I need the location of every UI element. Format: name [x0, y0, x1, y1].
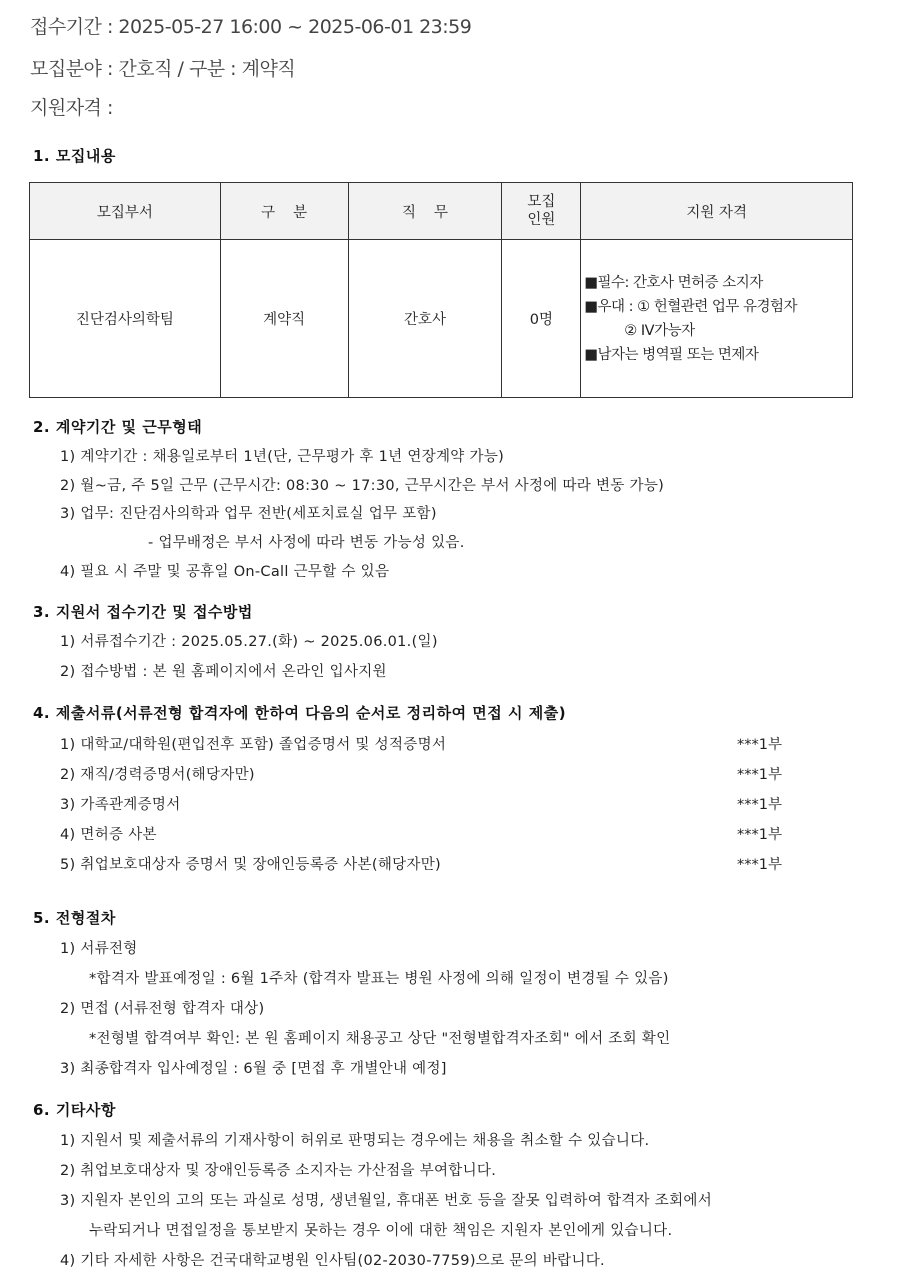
document-item: 4) 면허증 사본: [60, 827, 157, 843]
table-row: [30, 240, 853, 398]
section-2-line: 1) 계약기간 : 채용일로부터 1년(단, 근무평가 후 1년 연장계약 가능): [60, 449, 505, 465]
section-2-line: 2) 월~금, 주 5일 근무 (근무시간: 08:30 ~ 17:30, 근무시간은 부서 사정에 따라 변동 가능): [60, 478, 665, 494]
document-item: 1) 대학교/대학원(편입전후 포함) 졸업증명서 및 성적증명서: [60, 737, 447, 753]
document-copies: ***1부: [737, 797, 782, 813]
section-6-line: 3) 지원자 본인의 고의 또는 과실로 성명, 생년월일, 휴대폰 번호 등을 잘못 입력하여 합격자 조회에서: [60, 1193, 712, 1209]
cell-type: 계약직: [220, 240, 348, 398]
section-3-line: 1) 서류접수기간 : 2025.05.27.(화) ~ 2025.06.01.(일): [60, 634, 438, 650]
qual-preferred-2: ② IV가능자: [624, 322, 695, 339]
header-dept: 모집부서: [30, 183, 221, 240]
section-6-line: 4) 기타 자세한 사항은 건국대학교병원 인사팀(02-2030-7759)으로 문의 바랍니다.: [60, 1253, 605, 1269]
document-copies: ***1부: [737, 827, 782, 843]
qualification-label: 지원자격 :: [30, 97, 113, 119]
section-2-line: 3) 업무: 진단검사의학과 업무 전반(세포치료실 업무 포함): [60, 506, 437, 522]
section-3-title: 3. 지원서 접수기간 및 접수방법: [33, 603, 253, 621]
document-item: 3) 가족관계증명서: [60, 797, 181, 813]
section-2-line: - 업무배정은 부서 사정에 따라 변동 가능성 있음.: [148, 535, 465, 551]
section-6-line: 1) 지원서 및 제출서류의 기재사항이 허위로 판명되는 경우에는 채용을 취소할 수 있습니다.: [60, 1133, 650, 1149]
application-period: 접수기간 : 2025-05-27 16:00 ~ 2025-06-01 23:59: [30, 16, 472, 38]
qual-required: ■필수: 간호사 면허증 소지자: [584, 274, 763, 291]
section-5-line: 3) 최종합격자 입사예정일 : 6월 중 [면접 후 개별안내 예정]: [60, 1061, 447, 1077]
document-item: 2) 재직/경력증명서(해당자만): [60, 767, 255, 783]
cell-qualification: [581, 240, 853, 398]
recruit-field: 모집분야 : 간호직 / 구분 : 계약직: [30, 58, 296, 80]
qual-military: ■남자는 병역필 또는 면제자: [584, 346, 759, 363]
cell-dept: 진단검사의학팀: [30, 240, 221, 398]
recruit-table: [29, 182, 853, 398]
section-6-line: 2) 취업보호대상자 및 장애인등록증 소지자는 가산점을 부여합니다.: [60, 1163, 497, 1179]
section-2-line: 4) 필요 시 주말 및 공휴일 On-Call 근무할 수 있음: [60, 564, 390, 580]
header-job: 직무: [348, 183, 502, 240]
document-copies: ***1부: [737, 767, 782, 783]
qual-preferred: ■우대 : ① 헌혈관련 업무 유경험자: [584, 298, 797, 315]
section-3-line: 2) 접수방법 : 본 원 홈페이지에서 온라인 입사지원: [60, 664, 387, 680]
section-1-title: 1. 모집내용: [33, 147, 116, 165]
document-item: 5) 취업보호대상자 증명서 및 장애인등록증 사본(해당자만): [60, 857, 442, 873]
section-2-title: 2. 계약기간 및 근무형태: [33, 418, 203, 436]
section-5-line: 1) 서류전형: [60, 941, 138, 957]
cell-count: 0명: [502, 240, 581, 398]
header-type: 구분: [220, 183, 348, 240]
header-count: 모집 인원: [502, 183, 581, 240]
section-5-title: 5. 전형절차: [33, 909, 116, 927]
section-5-line: *합격자 발표예정일 : 6월 1주차 (합격자 발표는 병원 사정에 의해 일정이 변경될 수 있음): [89, 971, 669, 987]
document-copies: ***1부: [737, 857, 782, 873]
section-6-line: 누락되거나 면접일정을 통보받지 못하는 경우 이에 대한 책임은 지원자 본인에게 있습니다.: [89, 1223, 673, 1239]
section-4-title: 4. 제출서류(서류전형 합격자에 한하여 다음의 순서로 정리하여 면접 시 제출): [33, 704, 567, 722]
document-copies: ***1부: [737, 737, 782, 753]
section-5-line: *전형별 합격여부 확인: 본 원 홈페이지 채용공고 상단 "전형별합격자조회" 에서 조회 확인: [89, 1031, 671, 1047]
cell-job: 간호사: [348, 240, 502, 398]
section-5-line: 2) 면접 (서류전형 합격자 대상): [60, 1001, 265, 1017]
table-header-row: [30, 183, 853, 240]
section-6-title: 6. 기타사항: [33, 1101, 116, 1119]
header-qual: 지원 자격: [581, 183, 853, 240]
